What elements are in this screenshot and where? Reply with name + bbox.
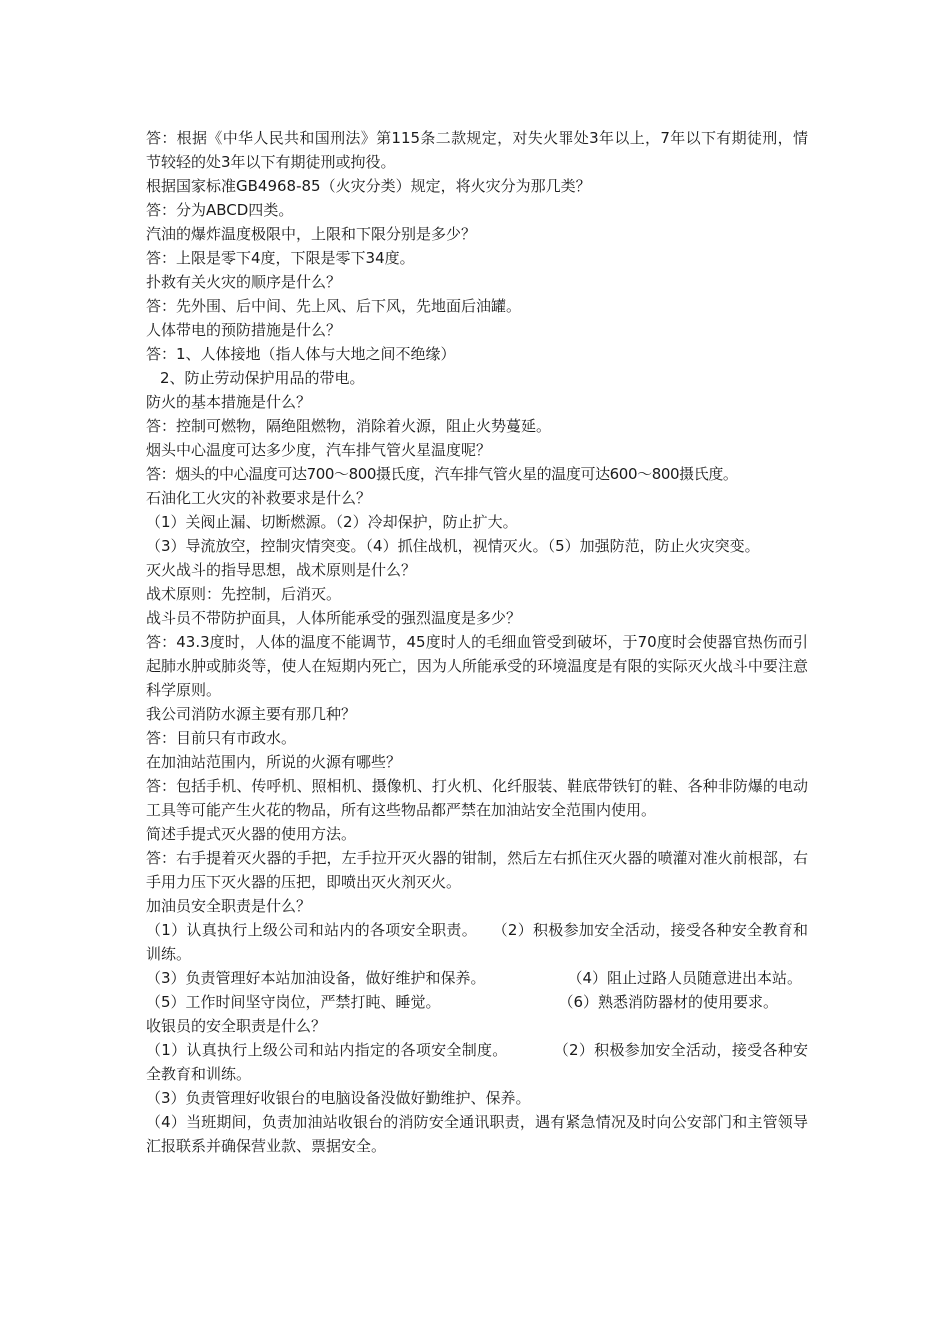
question-line: 收银员的安全职责是什么？ xyxy=(146,1017,327,1035)
answer-paragraph: （1）认真执行上级公司和站内指定的各项安全制度。 （2）积极参加安全活动，接受各种安全教育和训练。 xyxy=(146,1041,808,1083)
answer-paragraph: （4）当班期间，负责加油站收银台的消防安全通讯职责，遇有紧急情况及时向公安部门和主管领导汇报联系并确保营业款、票据安全。 xyxy=(146,1113,808,1155)
question-line: 加油员安全职责是什么？ xyxy=(146,897,312,915)
question-line: 扑救有关火灾的顺序是什么？ xyxy=(146,273,342,291)
question-line: 战斗员不带防护面具，人体所能承受的强烈温度是多少？ xyxy=(146,609,522,627)
question-line: 人体带电的预防措施是什么？ xyxy=(146,321,342,339)
question-line: 在加油站范围内，所说的火源有哪些？ xyxy=(146,753,402,771)
answer-paragraph: 答：包括手机、传呼机、照相机、摄像机、打火机、化纤服装、鞋底带铁钉的鞋、各种非防爆的电动工具等可能产生火花的物品，所有这些物品都严禁在加油站安全范围内使用。 xyxy=(146,777,808,819)
answer-line: （3）负责管理好收银台的电脑设备没做好勤维护、保养。 xyxy=(146,1089,531,1107)
question-line: 简述手提式灭火器的使用方法。 xyxy=(146,825,357,843)
answer-line: 答：分为ABCD四类。 xyxy=(146,201,294,219)
answer-paragraph: （3）导流放空，控制灾情突变。（4）抓住战机，视情灭火。（5）加强防范，防止火灾突变。 xyxy=(146,537,760,555)
answer-paragraph: 答：右手提着灭火器的手把，左手拉开灭火器的钳制，然后左右抓住灭火器的喷灌对准火前根部，右手用力压下灭火器的压把，即喷出灭火剂灭火。 xyxy=(146,849,808,891)
answer-line: 战术原则：先控制，后消灭。 xyxy=(146,585,342,603)
answer-line: 答：烟头的中心温度可达700～800摄氏度，汽车排气管火星的温度可达600～800摄氏度。 xyxy=(146,465,738,483)
answer-paragraph: 答：43.3度时，人体的温度不能调节，45度时人的毛细血管受到破坏，于70度时会使器官热伤而引起肺水肿或肺炎等，使人在短期内死亡，因为人所能承受的环境温度是有限的实际灭火战斗中要注意科学原则。 xyxy=(146,633,808,699)
answer-line: 答：目前只有市政水。 xyxy=(146,729,297,747)
question-line: 根据国家标准GB4968-85（火灾分类）规定，将火灾分为那几类？ xyxy=(146,177,591,195)
answer-line: 答：1、人体接地（指人体与大地之间不绝缘） xyxy=(146,345,456,363)
question-line: 防火的基本措施是什么？ xyxy=(146,393,312,411)
question-line: 石油化工火灾的补救要求是什么？ xyxy=(146,489,372,507)
answer-line: 2、防止劳动保护用品的带电。 xyxy=(160,369,365,387)
answer-line: 答：先外围、后中间、先上风、后下风，先地面后油罐。 xyxy=(146,297,522,315)
answer-paragraph: （1）认真执行上级公司和站内的各项安全职责。 （2）积极参加安全活动，接受各种安全教育和训练。 xyxy=(146,921,808,963)
duty-row xyxy=(146,990,808,1014)
answer-line: 答：控制可燃物，隔绝阻燃物，消除着火源，阻止火势蔓延。 xyxy=(146,417,552,435)
answer-paragraph: 答：根据《中华人民共和国刑法》第115条二款规定，对失火罪处3年以上，7年以下有期徒刑，情节较轻的处3年以下有期徒刑或拘役。 xyxy=(146,129,808,171)
duty-item: （6）熟悉消防器材的使用要求。 xyxy=(558,993,778,1011)
duty-item: （4）阻止过路人员随意进出本站。 xyxy=(567,969,802,987)
duty-item: （3）负责管理好本站加油设备，做好维护和保养。 xyxy=(146,969,486,987)
question-line: 烟头中心温度可达多少度，汽车排气管火星温度呢？ xyxy=(146,441,492,459)
duty-item: （5）工作时间坚守岗位，严禁打盹、睡觉。 xyxy=(146,993,441,1011)
document-body xyxy=(146,126,808,1158)
question-line: 灭火战斗的指导思想，战术原则是什么？ xyxy=(146,561,417,579)
duty-row xyxy=(146,966,808,990)
question-line: 我公司消防水源主要有那几种？ xyxy=(146,705,357,723)
answer-line: （1）关阀止漏、切断燃源。（2）冷却保护，防止扩大。 xyxy=(146,513,518,531)
answer-line: 答：上限是零下4度，下限是零下34度。 xyxy=(146,249,415,267)
question-line: 汽油的爆炸温度极限中，上限和下限分别是多少？ xyxy=(146,225,477,243)
